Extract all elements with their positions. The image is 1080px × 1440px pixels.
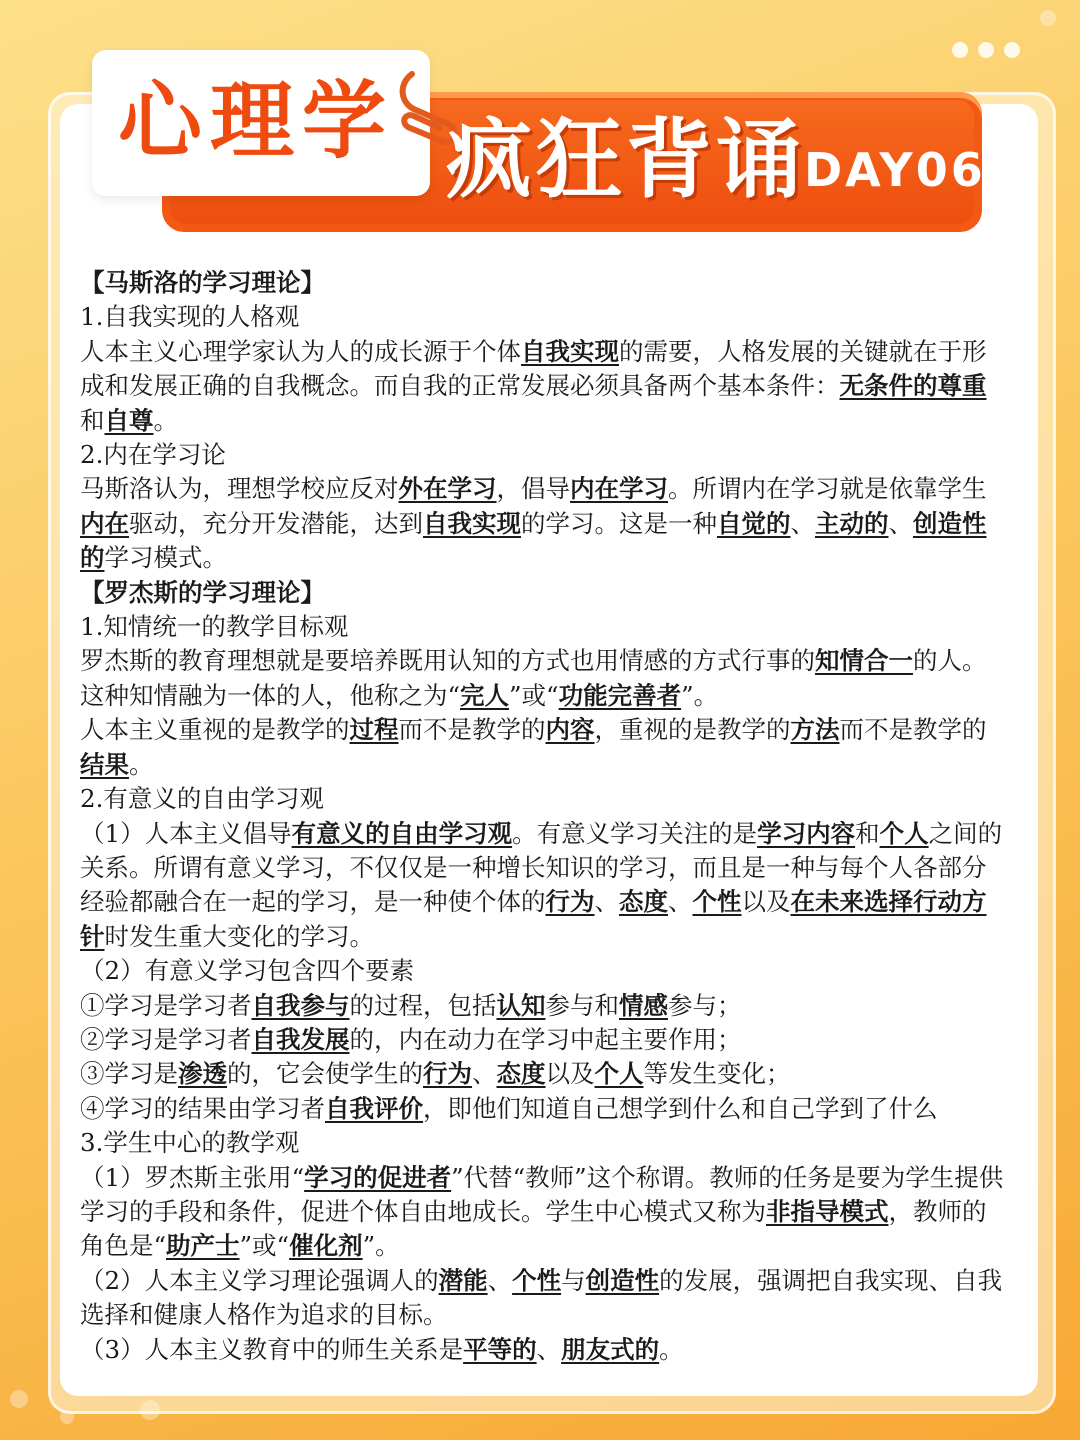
keyword: 无条件的尊重	[839, 371, 987, 401]
keyword: 非指导模式	[766, 1196, 889, 1226]
day-label: DAY06	[804, 143, 986, 197]
keyword: 完人	[460, 680, 510, 710]
keyword: 自我参与	[251, 990, 350, 1020]
keyword: 行为	[545, 887, 595, 917]
background-dot	[1040, 10, 1056, 26]
keyword: 创造性	[585, 1265, 660, 1295]
keyword: 自我评价	[325, 1093, 423, 1123]
section-heading-rogers: 【罗杰斯的学习理论】	[80, 577, 325, 607]
page-subtitle: 疯狂背诵	[446, 110, 806, 210]
keyword: 行为	[423, 1059, 472, 1089]
keyword: 潜能	[438, 1265, 488, 1295]
keyword: 朋友式的	[561, 1334, 660, 1364]
paragraph: （1）人本主义倡导有意义的自由学习观。有意义学习关注的是学习内容和个人之间的关系。所谓有意义学习，不仅仅是一种增长知识的学习，而且是一种与每个人各部分经验都融合在一起的学习，是一种使个体的行为、态度、个性以及在未来选择行动方针时发生重大变化的学习。	[80, 818, 1003, 951]
section-heading-maslow: 【马斯洛的学习理论】	[80, 268, 325, 297]
page-title: 心理学	[118, 72, 395, 170]
background-dot	[10, 1390, 28, 1408]
keyword: 催化剂	[289, 1231, 363, 1261]
keyword: 内容	[545, 715, 595, 745]
keyword: 平等的	[463, 1334, 537, 1364]
keyword: 态度	[619, 887, 668, 917]
paragraph: 马斯洛认为，理想学校应反对外在学习，倡导内在学习。所谓内在学习就是依靠学生内在驱动，充分开发潜能，达到自我实现的学习。这是一种自觉的、主动的、创造性的学习模式。	[80, 474, 987, 573]
paragraph: 罗杰斯的教育理想就是要培养既用认知的方式也用情感的方式行事的知情合一的人。这种知情融为一体的人，他称之为“完人”或“功能完善者”。	[80, 646, 987, 710]
keyword: 创造性的	[80, 508, 987, 573]
keyword: 过程	[349, 715, 399, 745]
keyword: 个人	[594, 1059, 644, 1089]
keyword: 方法	[790, 715, 840, 745]
paragraph: （2）有意义学习包含四个要素	[80, 956, 415, 986]
item-heading: 2.有意义的自由学习观	[80, 784, 324, 814]
keyword: 自我实现	[521, 336, 619, 366]
list-item: ③学习是渗透的，它会使学生的行为、态度以及个人等发生变化；	[80, 1059, 791, 1089]
paragraph: 人本主义心理学家认为人的成长源于个体自我实现的需要，人格发展的关键就在于形成和发展正确的自我概念。而自我的正常发展必须具备两个基本条件：无条件的尊重和自尊。	[80, 336, 987, 435]
paragraph: （2）人本主义学习理论强调人的潜能、个性与创造性的发展，强调把自我实现、自我选择和健康人格作为追求的目标。	[80, 1265, 1003, 1330]
keyword: 渗透	[178, 1059, 227, 1089]
keyword: 情感	[619, 990, 668, 1020]
keyword: 个性	[512, 1265, 562, 1295]
item-heading: 1.知情统一的教学目标观	[80, 612, 349, 642]
item-heading: 2.内在学习论	[80, 440, 226, 470]
keyword: 外在学习	[398, 474, 497, 504]
list-item: ④学习的结果由学习者自我评价，即他们知道自己想学到什么和自己学到了什么	[80, 1093, 938, 1123]
paragraph: （1）罗杰斯主张用“学习的促进者”代替“教师”这个称谓。教师的任务是要为学生提供学习的手段和条件，促进个体自由地成长。学生中心模式又称为非指导模式，教师的角色是“助产士”或“催化剂”。	[80, 1162, 1004, 1261]
item-heading: 1.自我实现的人格观	[80, 302, 300, 332]
keyword: 内在学习	[570, 474, 668, 504]
keyword: 在未来选择行动方针	[80, 887, 987, 951]
keyword: 个人	[879, 818, 929, 848]
keyword: 有意义的自由学习观	[291, 818, 513, 848]
keyword: 个性	[692, 887, 742, 917]
list-item: ②学习是学习者自我发展的，内在动力在学习中起主要作用；	[80, 1024, 742, 1054]
keyword: 内在	[80, 508, 129, 538]
keyword: 自觉的	[717, 508, 791, 538]
list-item: ①学习是学习者自我参与的过程，包括认知参与和情感参与；	[80, 990, 742, 1020]
item-heading: 3.学生中心的教学观	[80, 1128, 300, 1158]
article-body	[80, 266, 1006, 1367]
keyword: 学习内容	[757, 818, 856, 848]
keyword: 自我发展	[251, 1024, 350, 1054]
keyword: 结果	[80, 749, 129, 779]
keyword: 主动的	[815, 508, 889, 538]
keyword: 知情合一	[815, 646, 913, 676]
decorative-dots	[952, 42, 1020, 58]
keyword: 学习的促进者	[304, 1162, 452, 1192]
keyword: 态度	[496, 1059, 546, 1089]
paragraph: （3）人本主义教育中的师生关系是平等的、朋友式的。	[80, 1334, 684, 1364]
keyword: 功能完善者	[558, 680, 682, 710]
keyword: 认知	[496, 990, 546, 1020]
keyword: 助产士	[166, 1231, 240, 1261]
keyword: 自尊	[104, 405, 154, 435]
keyword: 自我实现	[423, 508, 521, 538]
paragraph: 人本主义重视的是教学的过程而不是教学的内容，重视的是教学的方法而不是教学的结果。	[80, 715, 987, 779]
